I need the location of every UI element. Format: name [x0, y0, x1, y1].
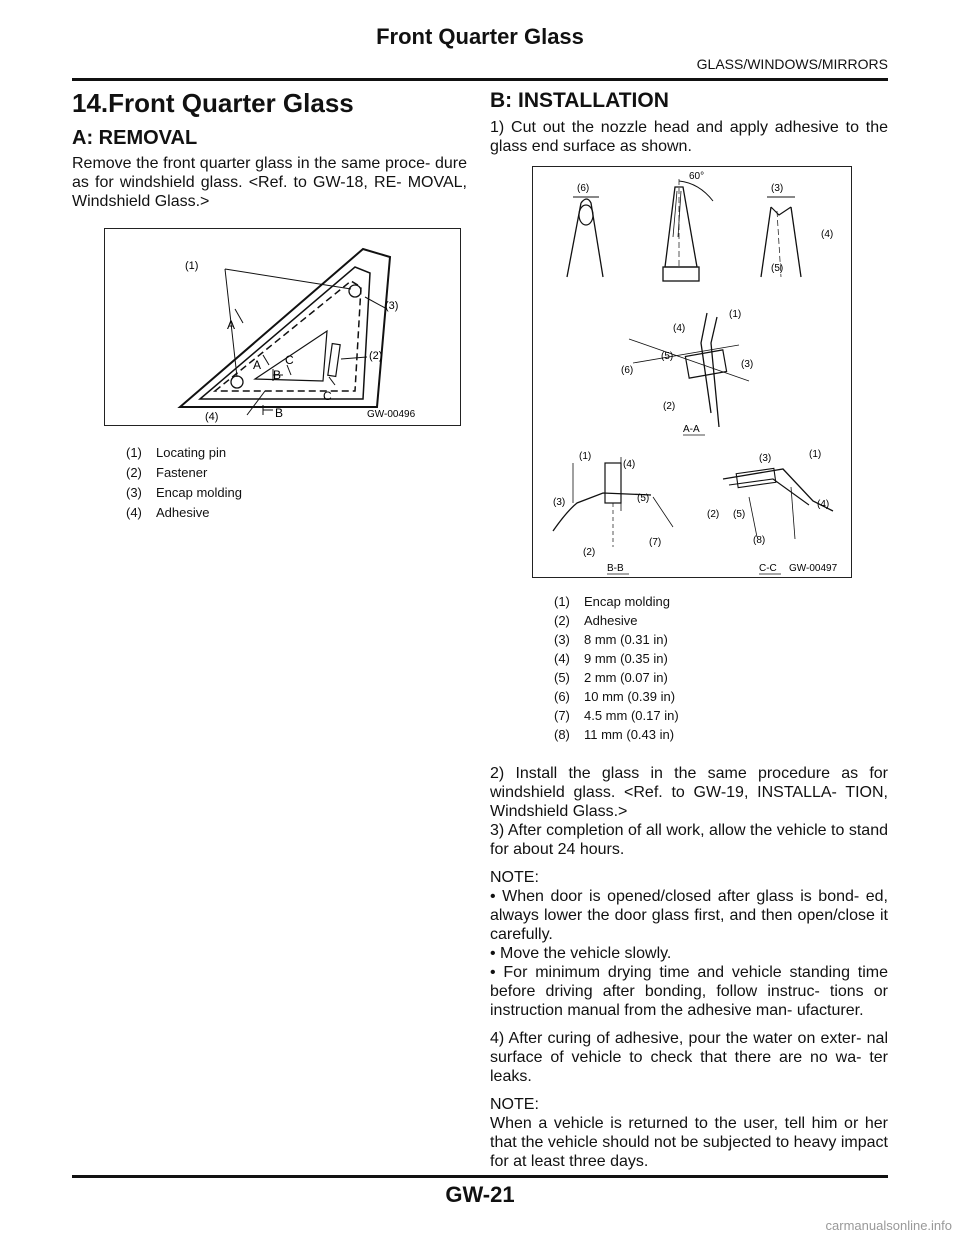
svg-text:(5): (5) — [771, 263, 784, 274]
legend-item: (3) Encap molding — [126, 485, 242, 500]
installation-legend — [554, 592, 888, 744]
fig1-section-c-2: C — [323, 389, 332, 403]
quarter-glass-diagram — [105, 229, 460, 425]
page-number: GW-21 — [445, 1182, 515, 1207]
svg-text:(3): (3) — [741, 359, 754, 370]
legend-item: (2) Fastener — [126, 465, 208, 480]
svg-text:(7): (7) — [649, 537, 662, 548]
svg-text:(2): (2) — [663, 401, 676, 412]
fig1-section-b-2: B — [275, 406, 284, 420]
svg-text:(5): (5) — [733, 509, 746, 520]
header-rule — [72, 78, 888, 81]
section-cc-label: C-C — [759, 563, 777, 574]
svg-text:(3): (3) — [553, 497, 566, 508]
right-column — [490, 86, 888, 1171]
legend-item: (3) 8 mm (0.31 in) — [554, 632, 668, 647]
fig1-label-1: (1) — [185, 260, 199, 272]
fig2-code: GW-00497 — [789, 563, 838, 574]
svg-text:(3): (3) — [771, 183, 784, 194]
chapter-heading: 14.Front Quarter Glass — [72, 88, 354, 118]
installation-step-1: 1) Cut out the nozzle head and apply adhesive to the glass end surface as shown. — [490, 119, 888, 155]
fig1-section-a-1: A — [227, 318, 236, 332]
section-name: GLASS/WINDOWS/MIRRORS — [696, 56, 888, 72]
watermark: carmanualsonline.info — [825, 1218, 952, 1233]
note-1-bullet: • When door is opened/closed after glass is bond- ed, always lower the door glass first, and then open/close it carefully. — [490, 888, 888, 943]
removal-text: Remove the front quarter glass in the same proce- dure as for windshield glass. <Ref. to GW-18, RE- MOVAL, Windshield Glass.> — [72, 155, 467, 210]
removal-heading: A: REMOVAL — [72, 127, 198, 149]
fig1-section-a-2: A — [253, 358, 262, 372]
note-1-bullet: • For minimum drying time and vehicle standing time before driving after bonding, follow instruc- tions or instruction manual from the adhesive man- ufacturer. — [490, 964, 888, 1019]
svg-text:(3): (3) — [759, 453, 772, 464]
legend-item: (2) Adhesive — [554, 613, 638, 628]
fig1-label-2: (2) — [369, 350, 383, 362]
fig1-label-3: (3) — [385, 300, 399, 312]
svg-text:(6): (6) — [621, 365, 634, 376]
svg-text:(6): (6) — [577, 183, 590, 194]
page-title: Front Quarter Glass — [376, 24, 584, 49]
footer-rule — [72, 1175, 888, 1178]
fig1-section-b-1: B — [273, 368, 282, 382]
installation-heading: B: INSTALLATION — [490, 89, 669, 112]
removal-legend — [126, 443, 467, 523]
fig1-label-4: (4) — [205, 411, 219, 423]
fig1-code: GW-00496 — [367, 409, 416, 420]
svg-text:(1): (1) — [729, 309, 742, 320]
note-2-text: When a vehicle is returned to the user, tell him or her that the vehicle should not be subjected to heavy impact for at least three days. — [490, 1115, 888, 1170]
installation-figure — [532, 166, 852, 578]
note-1-bullet: • Move the vehicle slowly. — [490, 945, 672, 962]
svg-text:(4): (4) — [821, 229, 834, 240]
legend-item: (5) 2 mm (0.07 in) — [554, 670, 668, 685]
installation-step-4: 4) After curing of adhesive, pour the water on exter- nal surface of vehicle to check that there are no wa- ter leaks. — [490, 1030, 888, 1085]
legend-item: (1) Encap molding — [554, 594, 670, 609]
note-1-title: NOTE: — [490, 869, 539, 886]
legend-item: (8) 11 mm (0.43 in) — [554, 727, 675, 742]
fig1-section-c-1: C — [285, 353, 294, 367]
svg-text:(5): (5) — [661, 351, 674, 362]
legend-item: (1) Locating pin — [126, 445, 227, 460]
legend-item: (7) 4.5 mm (0.17 in) — [554, 708, 679, 723]
note-2-title: NOTE: — [490, 1096, 539, 1113]
svg-text:(4): (4) — [673, 323, 686, 334]
legend-item: (6) 10 mm (0.39 in) — [554, 689, 676, 704]
legend-item: (4) 9 mm (0.35 in) — [554, 651, 668, 666]
installation-step-3: 3) After completion of all work, allow the vehicle to stand for about 24 hours. — [490, 822, 888, 858]
svg-text:(2): (2) — [583, 547, 596, 558]
installation-step-2: 2) Install the glass in the same procedure as for windshield glass. <Ref. to GW-19, INSTALLA- TION, Windshield Glass.> — [490, 765, 888, 820]
svg-text:(4): (4) — [623, 459, 636, 470]
svg-text:(8): (8) — [753, 535, 766, 546]
svg-text:(4): (4) — [817, 499, 830, 510]
section-bb-label: B-B — [607, 563, 624, 574]
removal-figure — [104, 228, 461, 426]
adhesive-section-diagram — [533, 167, 851, 577]
left-column — [72, 86, 467, 523]
svg-text:(1): (1) — [579, 451, 592, 462]
svg-text:(2): (2) — [707, 509, 720, 520]
svg-text:(1): (1) — [809, 449, 822, 460]
section-aa-label: A-A — [683, 424, 700, 435]
legend-item: (4) Adhesive — [126, 505, 210, 520]
angle-label: 60° — [689, 171, 705, 182]
svg-text:(5): (5) — [637, 493, 650, 504]
